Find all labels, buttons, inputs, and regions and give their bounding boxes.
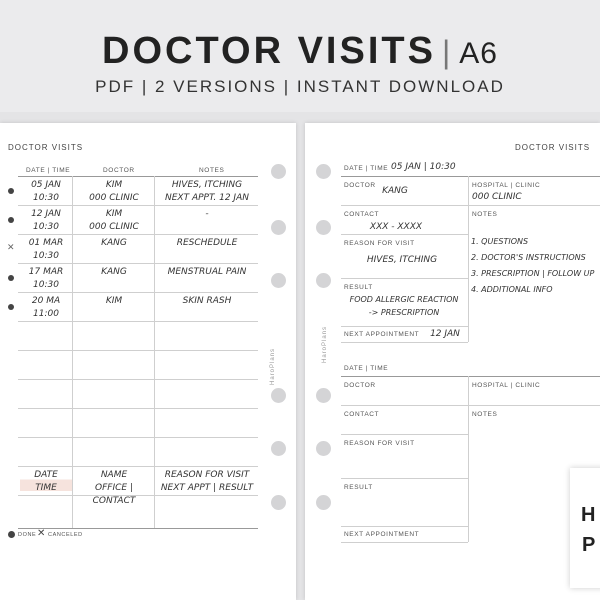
row-line [18,263,258,264]
row-time: 10:30 [33,222,59,232]
canceled-x-icon: ✕ [7,242,15,252]
binder-hole [271,273,286,288]
table-row [0,235,260,264]
done-dot-icon [8,275,14,281]
form2-rule [341,405,600,406]
table-cell [76,266,152,279]
right-brand-mark: HaroPlans [322,325,328,363]
table-row [0,177,260,206]
table-cell [20,237,72,263]
table-cell [76,208,152,234]
subtitle: PDF | 2 VERSIONS | INSTANT DOWNLOAD [95,77,505,96]
form1-hospital-value: 000 CLINIC [472,192,522,202]
form2-notes-label: NOTES [472,411,498,418]
row-office: 000 CLINIC [89,193,139,203]
binder-hole [316,273,331,288]
result-line-2: -> PRESCRIPTION [368,308,440,317]
row-time: 11:00 [33,309,59,319]
row-line [18,437,258,438]
form2-rule [341,526,468,527]
badge-line-2: P [582,534,596,556]
page-title [0,30,600,73]
binder-hole [271,495,286,510]
table-cell [156,237,258,250]
form1-hospital-label: HOSPITAL | CLINIC [472,182,541,189]
right-page-heading: DOCTOR VISITS [515,143,591,152]
table-row [0,293,260,322]
legend-date-text: DATE [34,470,58,480]
row-doctor: KANG [101,238,127,248]
table-cell [20,266,72,292]
table-bottom-rule [18,528,258,529]
form1-reason-value: HIVES, ITCHING [366,255,438,265]
form1-notes-list [471,234,599,298]
table-cell [156,179,258,205]
table-cell [20,295,72,321]
legend-canceled-label: CANCELED [48,532,83,538]
left-brand-mark: HaroPlans [270,347,276,385]
form1-divider [468,176,469,342]
done-dot-icon [8,217,14,223]
table-cell [20,208,72,234]
col-doctor-header: DOCTOR [103,167,135,174]
table-row [0,206,260,235]
form1-date-label: DATE | TIME [344,165,389,172]
row-time: 10:30 [33,280,59,290]
row-date: 05 JAN [31,180,61,190]
form2-next-label: NEXT APPOINTMENT [344,531,420,538]
notes-item: 3. PRESCRIPTION | FOLLOW UP [471,269,595,278]
table-cell [156,295,258,308]
legend-doctor-text: NAME [100,470,128,480]
binder-hole [271,220,286,235]
form2-top-rule [341,376,600,377]
form2-doctor-label: DOCTOR [344,382,376,389]
row-note: RESCHEDULE [176,238,238,248]
table-cell [76,295,152,308]
legend-time-text: TIME [35,483,57,493]
badge-line-1: H [581,504,596,526]
row-date: 01 MAR [28,238,64,248]
form1-contact-label: CONTACT [344,211,380,218]
done-dot-icon [8,304,14,310]
left-planner-page [0,123,296,600]
brand-badge [570,468,600,588]
row-date: 20 MA [31,296,61,306]
row-note-2: NEXT APPT. 12 JAN [165,193,249,203]
row-time: 10:30 [33,193,59,203]
row-line [18,379,258,380]
legend-notes [156,469,258,495]
form1-bottom-rule [341,342,468,343]
notes-item: 2. DOCTOR'S INSTRUCTIONS [471,253,586,262]
row-line [18,466,258,467]
col-date-header: DATE | TIME [26,167,71,174]
form1-doctor-label: DOCTOR [344,182,376,189]
header-banner [0,0,600,112]
binder-hole [271,164,286,179]
form1-doctor-value: KANG [382,186,408,196]
row-note: MENSTRUAL PAIN [167,267,247,277]
binder-hole [271,441,286,456]
legend-next-text: NEXT APPT | RESULT [160,483,254,493]
form1-date-value: 05 JAN | 10:30 [391,162,456,172]
form2-result-label: RESULT [344,484,373,491]
row-doctor: KIM [105,180,123,190]
left-page-heading: DOCTOR VISITS [8,143,84,152]
table-cell [76,179,152,205]
binder-hole [316,495,331,510]
legend-done-label: DONE [18,532,37,538]
row-note: SKIN RASH [182,296,232,306]
result-line-1: FOOD ALLERGIC REACTION [349,295,459,304]
table-row [0,264,260,293]
form1-reason-label: REASON FOR VISIT [344,240,415,247]
row-line [18,205,258,206]
form1-next-label: NEXT APPOINTMENT [344,331,420,338]
form1-rule [341,326,468,327]
form2-rule [341,434,468,435]
legend-reason-text: REASON FOR VISIT [164,470,250,480]
form2-rule [341,478,468,479]
form2-bottom-rule [341,542,468,543]
binder-hole [316,388,331,403]
form1-rule [341,234,468,235]
notes-item: 4. ADDITIONAL INFO [471,285,553,294]
row-doctor: KIM [105,209,123,219]
row-doctor: KANG [101,267,127,277]
binder-hole [316,164,331,179]
form2-reason-label: REASON FOR VISIT [344,440,415,447]
done-dot-icon [8,188,14,194]
table-cell [20,179,72,205]
form2-date-label: DATE | TIME [344,365,389,372]
binder-hole [271,388,286,403]
form1-contact-value: XXX - XXXX [369,222,423,232]
title-text: DOCTOR VISITS [102,30,436,72]
form1-next-value: 12 JAN [430,329,460,339]
row-line [18,234,258,235]
table-cell [156,266,258,279]
form1-rule [341,278,468,279]
legend-date [20,469,72,495]
row-line [18,350,258,351]
legend-doctor [76,469,152,508]
form1-rule [341,205,600,206]
canceled-x-icon: ✕ [37,528,46,539]
binder-hole [316,441,331,456]
row-doctor: KIM [105,296,123,306]
done-dot-icon [8,531,15,538]
row-note: - [205,209,209,219]
title-size: A6 [459,37,498,70]
title-separator: | [441,34,454,70]
binder-hole [316,220,331,235]
row-date: 12 JAN [31,209,61,219]
table-cell [76,237,152,250]
row-office: 000 CLINIC [89,222,139,232]
notes-item: 1. QUESTIONS [471,237,529,246]
row-time: 10:30 [33,251,59,261]
row-date: 17 MAR [28,267,64,277]
row-line [18,408,258,409]
form1-result-value [345,293,463,319]
form2-divider [468,376,469,542]
form1-notes-label: NOTES [472,211,498,218]
row-line [18,292,258,293]
form1-top-rule [341,176,600,177]
right-planner-page [305,123,600,600]
form2-contact-label: CONTACT [344,411,380,418]
col-notes-header: NOTES [199,167,225,174]
form1-result-label: RESULT [344,284,373,291]
row-line [18,321,258,322]
legend-office-text: OFFICE | CONTACT [92,483,136,506]
table-cell [156,208,258,221]
row-note: HIVES, ITCHING [171,180,243,190]
form2-hospital-label: HOSPITAL | CLINIC [472,382,541,389]
